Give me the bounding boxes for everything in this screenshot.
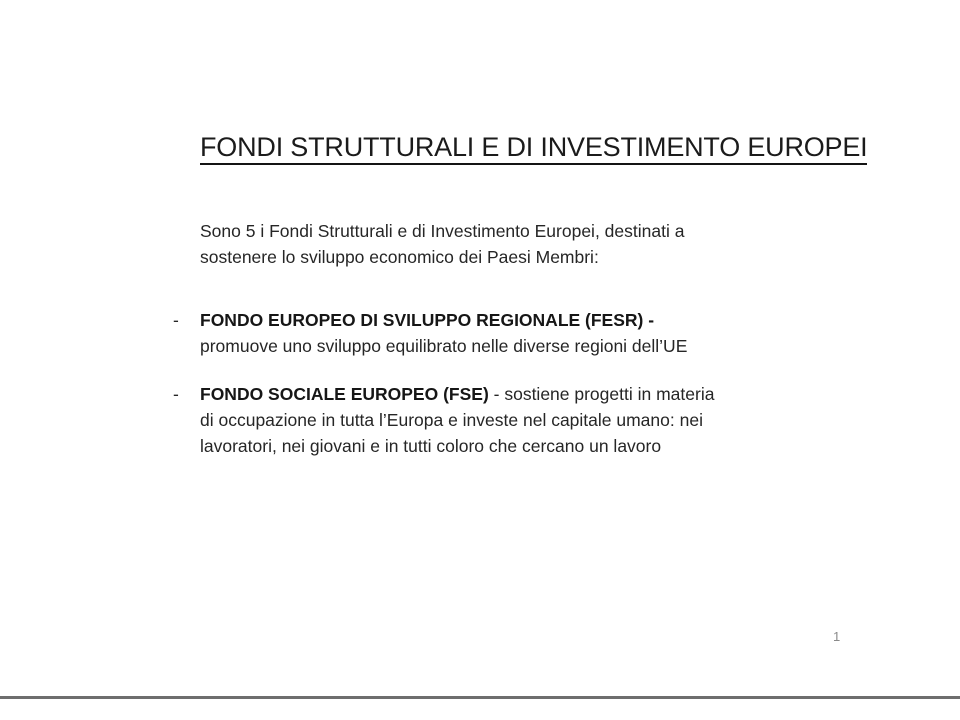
bullet-line: promuove uno sviluppo equilibrato nelle diverse regioni dell’UE <box>200 336 688 356</box>
bullet-line: lavoratori, nei giovani e in tutti coloro che cercano un lavoro <box>200 436 662 456</box>
bullet-line: di occupazione in tutta l’Europa e investe nel capitale umano: nei <box>200 410 703 430</box>
page-number: 1 <box>833 629 841 644</box>
bottom-divider <box>0 696 960 699</box>
bullet-marker: - <box>173 384 179 404</box>
bullet-heading-line <box>200 381 714 407</box>
bullet-bold-text: FONDO EUROPEO DI SVILUPPO REGIONALE (FESR) - <box>200 310 655 330</box>
bullet-heading-tail: - sostiene progetti in materia <box>488 384 715 404</box>
bullet-item-fse <box>173 381 714 459</box>
bullet-text-fse <box>200 381 714 459</box>
intro-line-2: sostenere lo sviluppo economico dei Paesi Membri: <box>200 247 599 267</box>
bullet-item-fesr <box>173 307 714 359</box>
bullet-marker: - <box>173 310 179 330</box>
bullet-bold-text: FONDO SOCIALE EUROPEO (FSE) <box>200 384 489 404</box>
intro-line-1: Sono 5 i Fondi Strutturali e di Investimento Europei, destinati a <box>200 221 685 241</box>
bullet-list <box>173 307 714 481</box>
intro-paragraph <box>200 218 684 270</box>
bullet-text-fesr <box>200 307 687 359</box>
bullet-heading-line <box>200 307 687 333</box>
slide-title: FONDI STRUTTURALI E DI INVESTIMENTO EUROPEI <box>200 132 867 165</box>
